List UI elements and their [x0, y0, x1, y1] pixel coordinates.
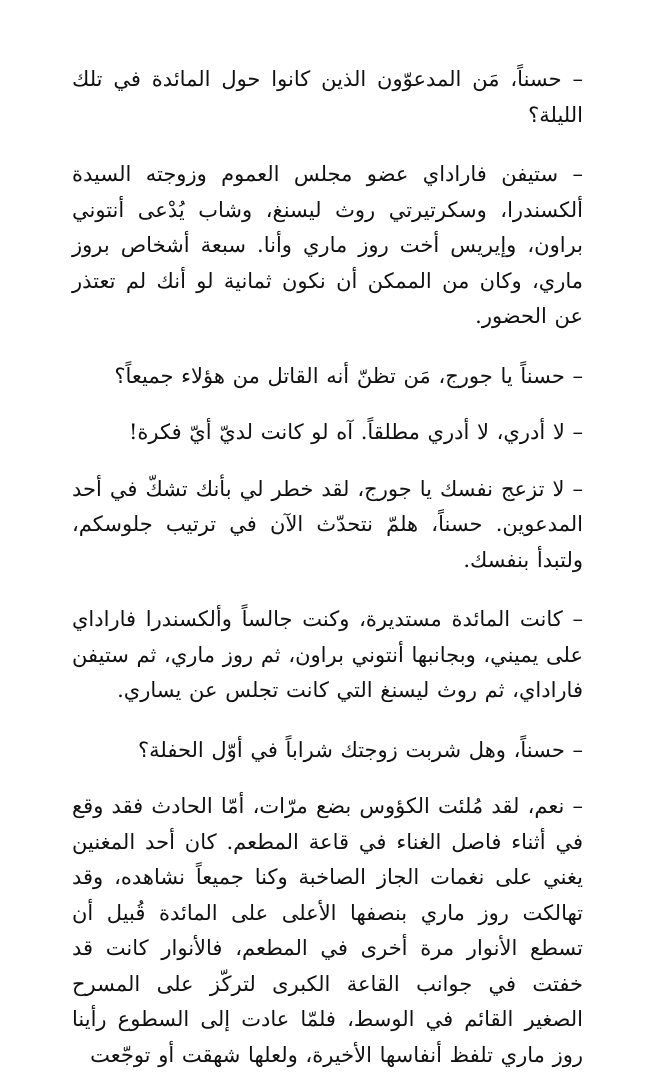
- paragraph-3: – حسناً يا جورج، مَن تظنّ أنه القاتل من هؤلاء جميعاً؟: [114, 363, 583, 388]
- paragraph-4: – لا أدري، لا أدري مطلقاً. آه لو كانت لديّ أيّ فكرة!: [128, 420, 583, 444]
- paragraph-7: – حسناً، وهل شربت زوجتك شراباً في أوّل الحفلة؟: [137, 737, 583, 762]
- paragraph-8: – نعم، لقد مُلئت الكؤوس بضع مرّات، أمّا الحادث فقد وقع في أثناء فاصل الغناء في قاعة المطعم. كان أحد المغنين يغني على نغمات الجاز الصاخبة وكنا جميعاً نشاهده، وقد تهالكت روز ماري بنصفها الأعلى على المائدة قُبيل أن تسطع الأنوار مرة أخرى في المطعم، فالأنوار كانت قد خفتت في جوانب القاعة الكبرى لتركّز على المسرح الصغير القائم في الوسط، فلمّا عادت إلى السطوع رأينا روز ماري تلفظ أنفاسها الأخيرة، ولعلها شهقت أو توجّعت: [72, 794, 583, 1067]
- paragraph-5: – لا تزعج نفسك يا جورج، لقد خطر لي بأنك تشكّ في أحد المدعوين. حسناً، هلمّ نتحدّث الآن في ترتيب جلوسكم، ولتبدأ بنفسك.: [72, 476, 583, 572]
- paragraph-1: – حسناً، مَن المدعوّون الذين كانوا حول المائدة في تلك الليلة؟: [72, 67, 583, 127]
- paragraph-6: – كانت المائدة مستديرة، وكنت جالساً وألكسندرا فاراداي على يميني، وبجانبها أنتوني براون، ثم روز ماري، ثم ستيفن فاراداي، ثم روث ليسنغ التي كانت تجلس عن يساري.: [72, 607, 583, 702]
- paragraph-2: – ستيفن فاراداي عضو مجلس العموم وزوجته السيدة ألكسندرا، وسكرتيرتي روث ليسنغ، وشاب يُدْعى أنتوني براون، وإيريس أخت روز ماري وأنا. سبعة أشخاص بروز ماري، وكان من الممكن أن نكون ثمانية لو أنك لم تعتذر عن الحضور.: [72, 162, 583, 328]
